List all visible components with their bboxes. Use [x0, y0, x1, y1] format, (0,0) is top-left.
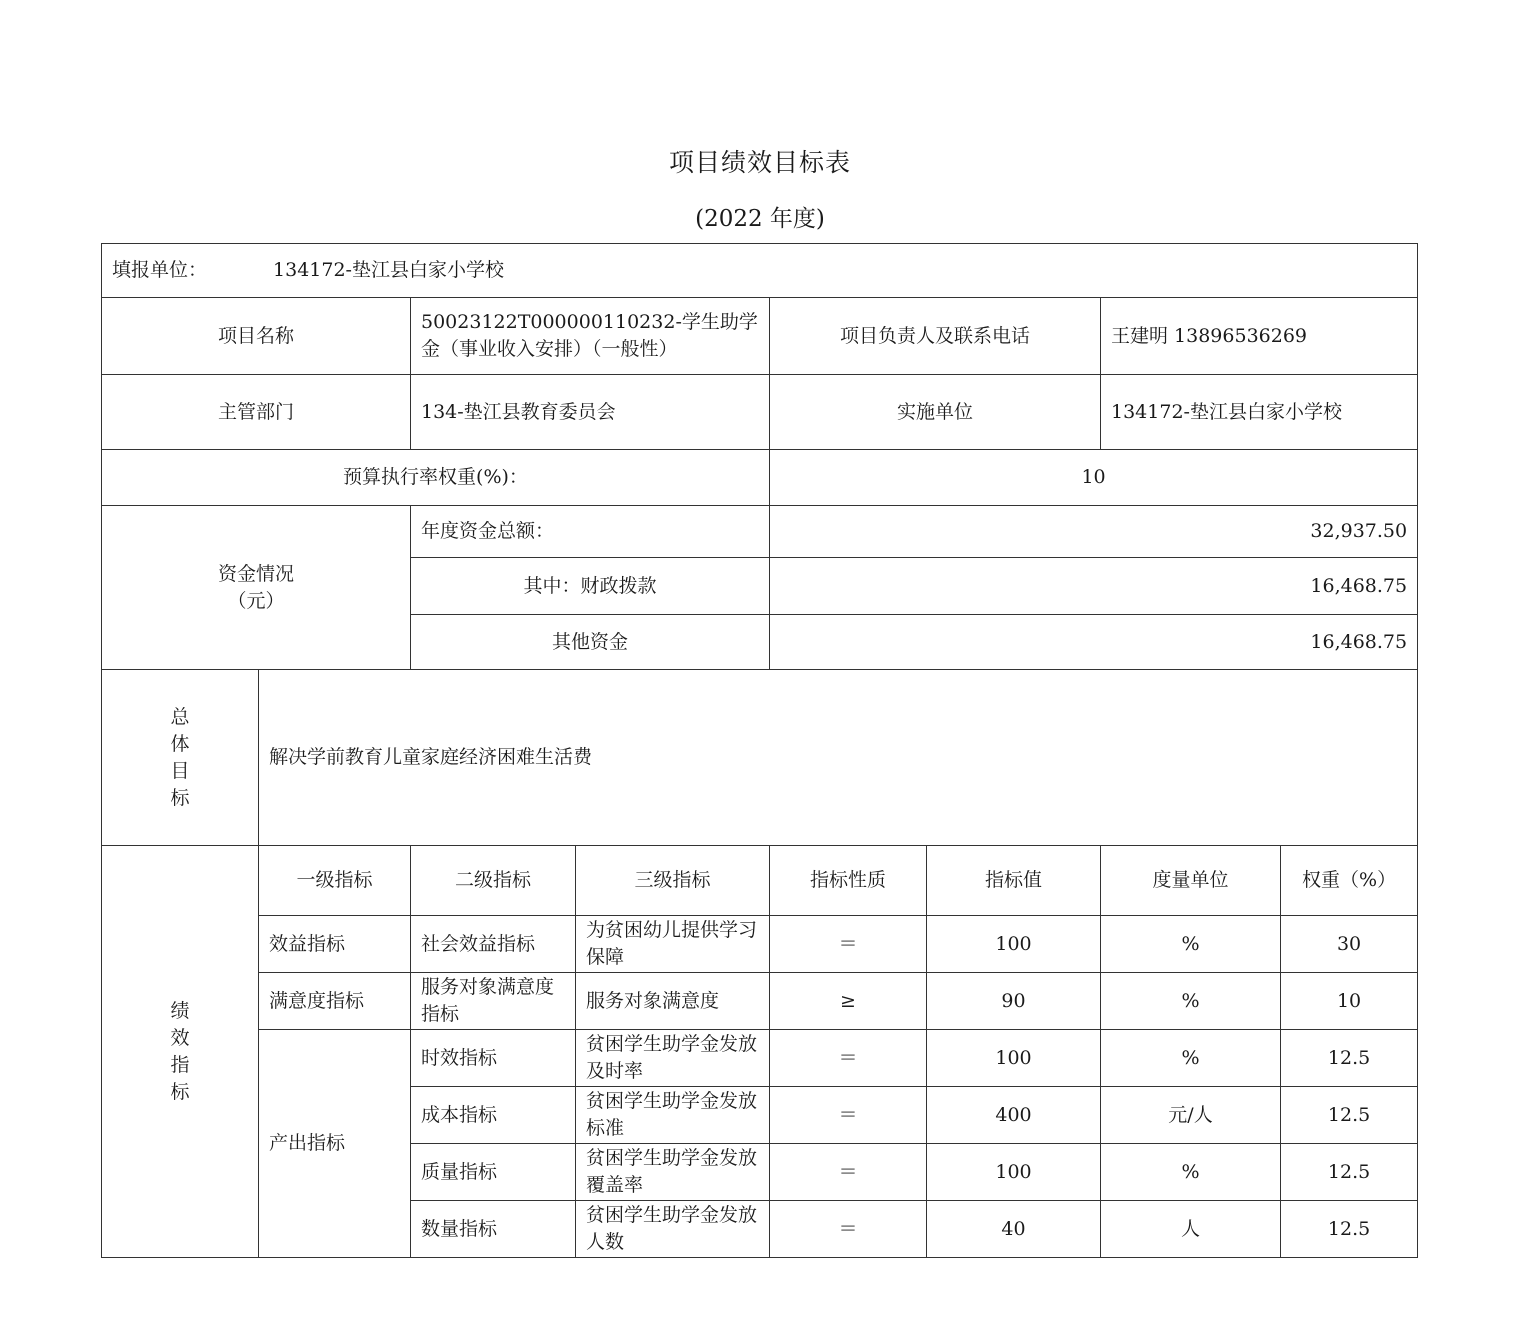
overall-goal-label: 总 体 目 标: [102, 670, 259, 846]
page-subtitle-year: (2022 年度): [695, 206, 825, 232]
overall-goal-row: [102, 670, 1418, 846]
header-nature: 指标性质: [770, 846, 927, 916]
row-level2: 质量指标: [411, 1144, 576, 1201]
reporting-unit-label: 填报单位：: [112, 259, 208, 281]
budget-weight-value: 10: [770, 450, 1418, 506]
row-value: 90: [927, 973, 1101, 1030]
row-level2: 数量指标: [411, 1201, 576, 1258]
row-nature: ＝: [770, 1144, 927, 1201]
row-weight: 12.5: [1281, 1030, 1418, 1087]
funds-other-value: 16,468.75: [770, 615, 1418, 670]
reporting-unit-value: 134172-垫江县白家小学校: [273, 259, 504, 281]
level1-output: 产出指标: [259, 1030, 411, 1258]
funds-total-value: 32,937.50: [770, 506, 1418, 558]
row-nature: ＝: [770, 1030, 927, 1087]
header-value: 指标值: [927, 846, 1101, 916]
table-row: [102, 973, 1418, 1030]
row-value: 100: [927, 1030, 1101, 1087]
header-level1: 一级指标: [259, 846, 411, 916]
row-level3: 贫困学生助学金发放及时率: [576, 1030, 770, 1087]
project-name-value: 50023122T000000110232-学生助学金（事业收入安排）（一般性）: [411, 298, 770, 375]
level1-benefit: 效益指标: [259, 916, 411, 973]
row-level3: 服务对象满意度: [576, 973, 770, 1030]
dept-label: 主管部门: [102, 375, 411, 450]
funds-label-cell: [102, 506, 411, 670]
header-unit: 度量单位: [1101, 846, 1281, 916]
row-level2: 服务对象满意度指标: [411, 973, 576, 1030]
indicator-header-row: [102, 846, 1418, 916]
row-weight: 12.5: [1281, 1144, 1418, 1201]
project-contact-label: 项目负责人及联系电话: [770, 298, 1101, 375]
project-contact-value: 王建明 13896536269: [1101, 298, 1418, 375]
row-weight: 12.5: [1281, 1087, 1418, 1144]
row-level3: 贫困学生助学金发放覆盖率: [576, 1144, 770, 1201]
funds-other-label: 其他资金: [411, 615, 770, 670]
row-unit: %: [1101, 1144, 1281, 1201]
row-unit: %: [1101, 916, 1281, 973]
row-value: 400: [927, 1087, 1101, 1144]
impl-unit-value: 134172-垫江县白家小学校: [1101, 375, 1418, 450]
table-row: [102, 1030, 1418, 1087]
performance-goal-table: [101, 243, 1418, 1258]
row-unit: 人: [1101, 1201, 1281, 1258]
table-row: [102, 916, 1418, 973]
row-value: 40: [927, 1201, 1101, 1258]
row-level2: 时效指标: [411, 1030, 576, 1087]
row-level3: 为贫困幼儿提供学习保障: [576, 916, 770, 973]
dept-value: 134-垫江县教育委员会: [411, 375, 770, 450]
header-weight: 权重（%）: [1281, 846, 1418, 916]
overall-goal-text: 解决学前教育儿童家庭经济困难生活费: [259, 670, 1418, 846]
row-weight: 10: [1281, 973, 1418, 1030]
level1-satisfaction: 满意度指标: [259, 973, 411, 1030]
row-unit: 元/人: [1101, 1087, 1281, 1144]
funds-total-row: [102, 506, 1418, 558]
header-level3: 三级指标: [576, 846, 770, 916]
page-title: 项目绩效目标表: [668, 148, 851, 177]
funds-total-label: 年度资金总额：: [411, 506, 770, 558]
row-nature: ＝: [770, 1201, 927, 1258]
row-weight: 30: [1281, 916, 1418, 973]
project-name-label: 项目名称: [102, 298, 411, 375]
row-level3: 贫困学生助学金发放人数: [576, 1201, 770, 1258]
reporting-unit-cell: [102, 244, 1418, 298]
project-name-row: [102, 298, 1418, 375]
row-nature: ＝: [770, 1087, 927, 1144]
row-nature: ≥: [770, 973, 927, 1030]
reporting-unit-row: [102, 244, 1418, 298]
row-weight: 12.5: [1281, 1201, 1418, 1258]
row-unit: %: [1101, 973, 1281, 1030]
funds-fiscal-value: 16,468.75: [770, 558, 1418, 615]
row-unit: %: [1101, 1030, 1281, 1087]
indicators-label: 绩 效 指 标: [102, 846, 259, 1258]
row-level3: 贫困学生助学金发放标准: [576, 1087, 770, 1144]
budget-weight-row: [102, 450, 1418, 506]
row-level2: 成本指标: [411, 1087, 576, 1144]
budget-weight-label: 预算执行率权重(%)：: [102, 450, 770, 506]
row-nature: ＝: [770, 916, 927, 973]
department-row: [102, 375, 1418, 450]
funds-label: 资金情况: [217, 562, 294, 585]
header-level2: 二级指标: [411, 846, 576, 916]
row-value: 100: [927, 916, 1101, 973]
row-value: 100: [927, 1144, 1101, 1201]
impl-unit-label: 实施单位: [770, 375, 1101, 450]
funds-unit: （元）: [227, 589, 285, 612]
funds-fiscal-label: 其中：财政拨款: [411, 558, 770, 615]
row-level2: 社会效益指标: [411, 916, 576, 973]
